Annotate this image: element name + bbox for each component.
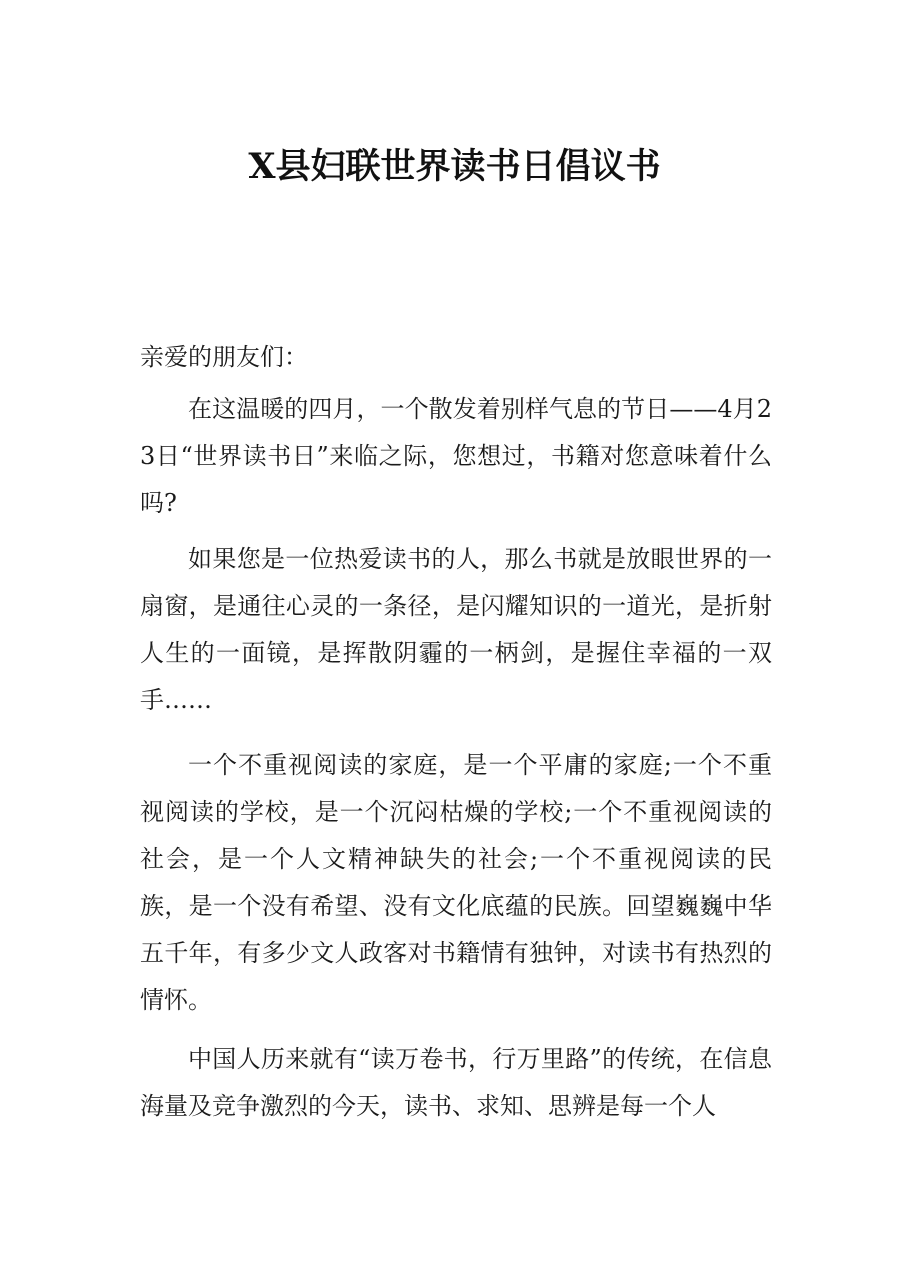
- paragraph-3: 一个不重视阅读的家庭，是一个平庸的家庭;一个不重视阅读的学校，是一个沉闷枯燥的学校;一个不重视阅读的社会，是一个人文精神缺失的社会;一个不重视阅读的民族，是一个没有希望、没有文化底蕴的民族。回望巍巍中华五千年，有多少文人政客对书籍情有独钟，对读书有热烈的情怀。: [140, 751, 772, 1014]
- paragraph-4: 中国人历来就有“读万卷书，行万里路”的传统，在信息海量及竞争激烈的今天，读书、求知、思辨是每一个人: [140, 1045, 772, 1120]
- salutation: 亲爱的朋友们：: [140, 343, 308, 371]
- paragraph-1: 在这温暖的四月，一个散发着别样气息的节日——4月23日“世界读书日”来临之际，您想过，书籍对您意味着什么吗?: [140, 395, 772, 517]
- document-title: X县妇联世界读书日倡议书: [248, 146, 661, 187]
- paragraph-2: 如果您是一位热爱读书的人，那么书就是放眼世界的一扇窗，是通往心灵的一条径，是闪耀知识的一道光，是折射人生的一面镜，是挥散阴霾的一柄剑，是握住幸福的一双手……: [140, 545, 772, 714]
